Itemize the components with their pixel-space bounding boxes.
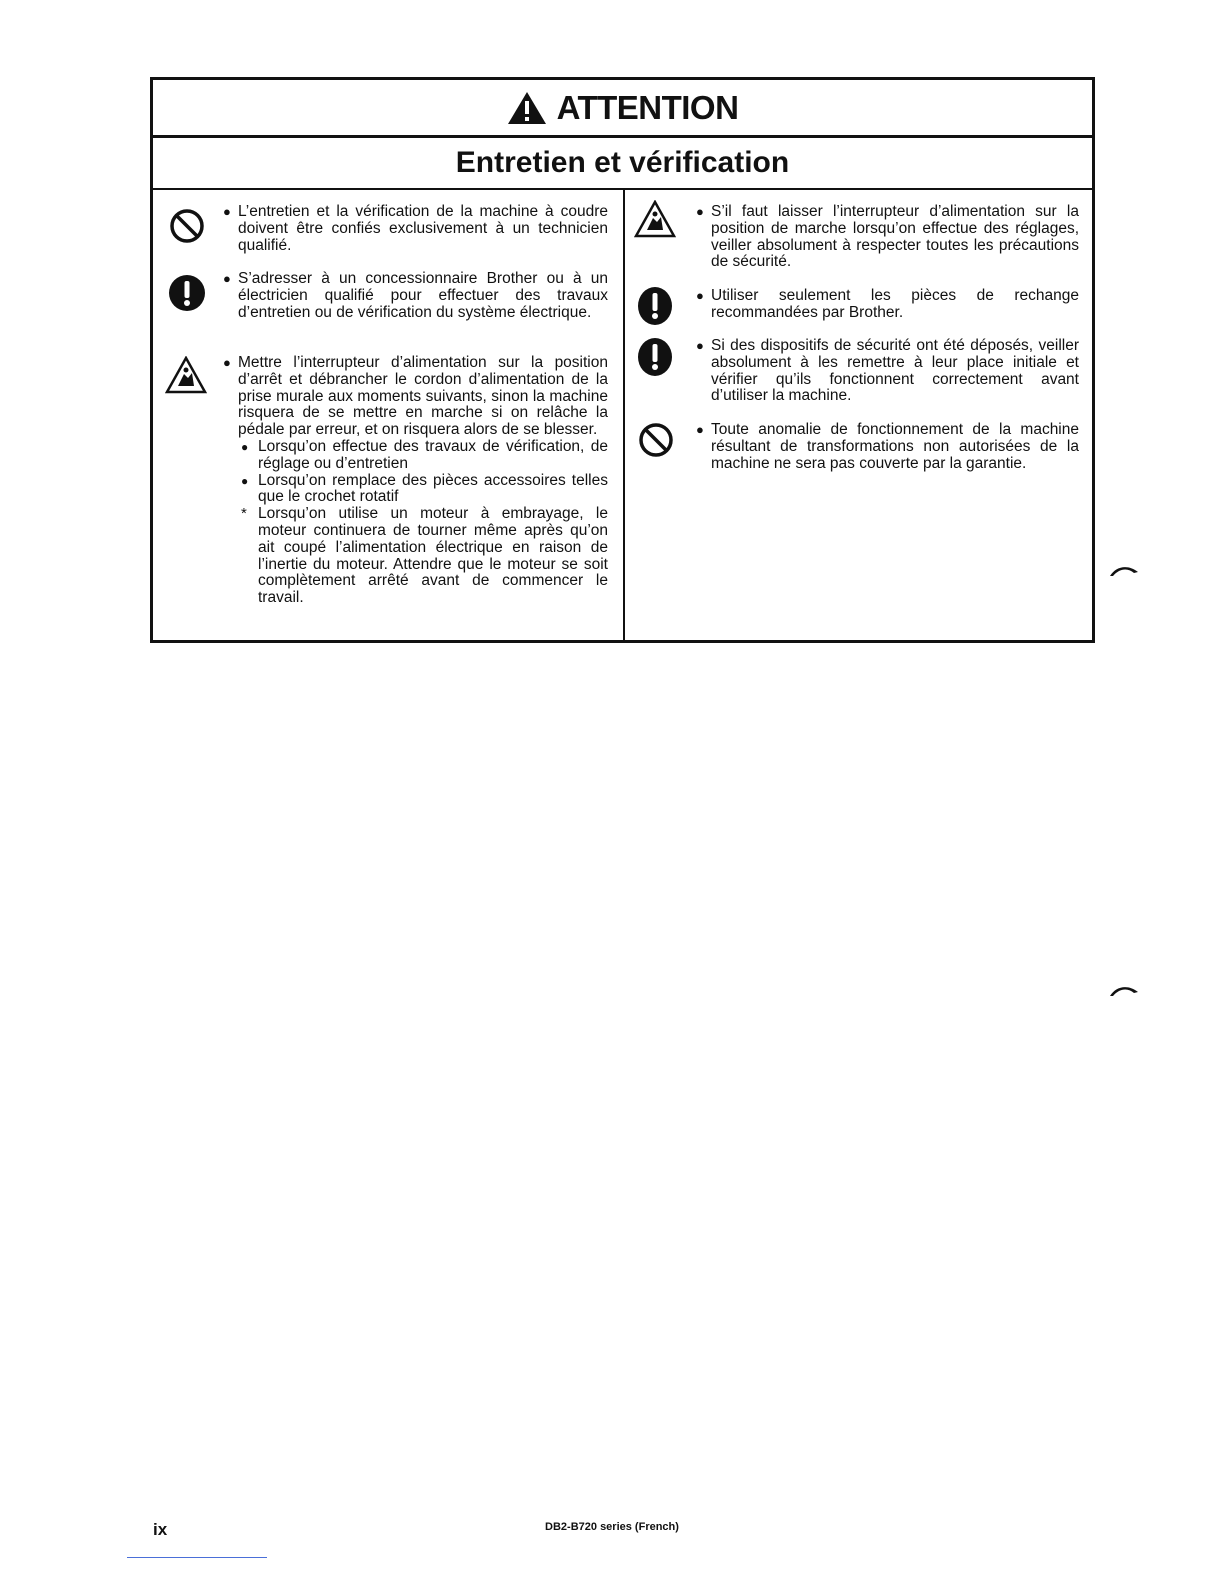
prohibition-icon (169, 208, 205, 244)
caution-box (150, 77, 1095, 643)
mandatory-icon (637, 337, 673, 377)
item-text: Toute anomalie de fonctionnement de la machine résultant de transformations non autorisées de la machine ne sera pas couverte par la garantie. (711, 421, 1079, 472)
bullet-icon: ● (223, 271, 231, 286)
list-item (223, 354, 608, 607)
bullet-icon: ● (696, 288, 704, 303)
list-item (223, 270, 608, 321)
note-text: Lorsqu’on utilise un moteur à embrayage, le moteur continuera de tourner même après qu’on ait coupé l’alimentation électrique en raison de l’inertie du moteur. Attendre que le moteur se soit complètement arrêté avant de commencer le travail. (258, 505, 608, 607)
bullet-icon: ● (223, 204, 231, 219)
list-item (696, 287, 1079, 322)
attention-title: ATTENTION (556, 88, 739, 126)
sub-item-text: Lorsqu’on effectue des travaux de vérification, de réglage ou d’entretien (258, 437, 608, 472)
page-number: ix (153, 1520, 168, 1539)
note-item (238, 506, 608, 607)
section-title: Entretien et vérification (455, 146, 790, 179)
list-item (696, 421, 1079, 472)
attention-header (153, 80, 1092, 138)
bullet-icon: ● (696, 422, 704, 437)
bullet-icon: ● (696, 338, 704, 353)
mandatory-icon (637, 286, 673, 326)
left-column (153, 190, 625, 640)
list-item (223, 203, 608, 254)
item-text: S’il faut laisser l’interrupteur d’alimentation sur la position de marche lorsqu’on effectue des réglages, veiller absolument à respecter toutes les précautions de sécurité. (711, 203, 1079, 271)
list-item (696, 337, 1079, 405)
hand-hazard-icon (165, 356, 207, 394)
asterisk-icon: * (241, 505, 247, 523)
sub-list-item (238, 439, 608, 473)
sub-item-text: Lorsqu’on remplace des pièces accessoires telles que le crochet rotatif (258, 471, 608, 506)
bullet-icon: ● (696, 204, 704, 219)
item-text: Utiliser seulement les pièces de rechange recommandées par Brother. (711, 287, 1079, 321)
bullet-icon: ● (241, 473, 249, 488)
item-text: Mettre l’interrupteur d’alimentation sur la position d’arrêt et débrancher le cordon d’alimentation de la prise murale aux moments suivants, sinon la machine risquera de se mettre en marche si on relâche la pédale par erreur, et on risquera alors de se blesser. (238, 354, 608, 439)
right-column (625, 190, 1092, 640)
item-text: L’entretien et la vérification de la machine à coudre doivent être confiés exclusivement à un technicien qualifié. (238, 203, 608, 254)
document-id: DB2-B720 series (French) (545, 1521, 679, 1533)
bullet-icon: ● (241, 439, 249, 454)
item-text: S’adresser à un concessionnaire Brother ou à un électricien qualifié pour effectuer des travaux d’entretien ou de vérification du système électrique. (238, 270, 608, 321)
scan-mark-icon (1108, 562, 1140, 578)
scan-mark-icon (1108, 982, 1140, 998)
bullet-icon: ● (223, 355, 231, 370)
prohibition-icon (638, 422, 674, 458)
link-underline (127, 1557, 267, 1558)
item-text: Si des dispositifs de sécurité ont été déposés, veiller absolument à les remettre à leur place initiale et vérifier qu’ils fonctionnent correctement avant d’utiliser la machine. (711, 337, 1079, 405)
warning-triangle-icon (507, 91, 547, 125)
list-item (696, 203, 1079, 271)
sub-list-item (238, 473, 608, 507)
section-header (153, 138, 1092, 190)
mandatory-icon (168, 274, 206, 312)
hand-hazard-icon (634, 200, 676, 238)
